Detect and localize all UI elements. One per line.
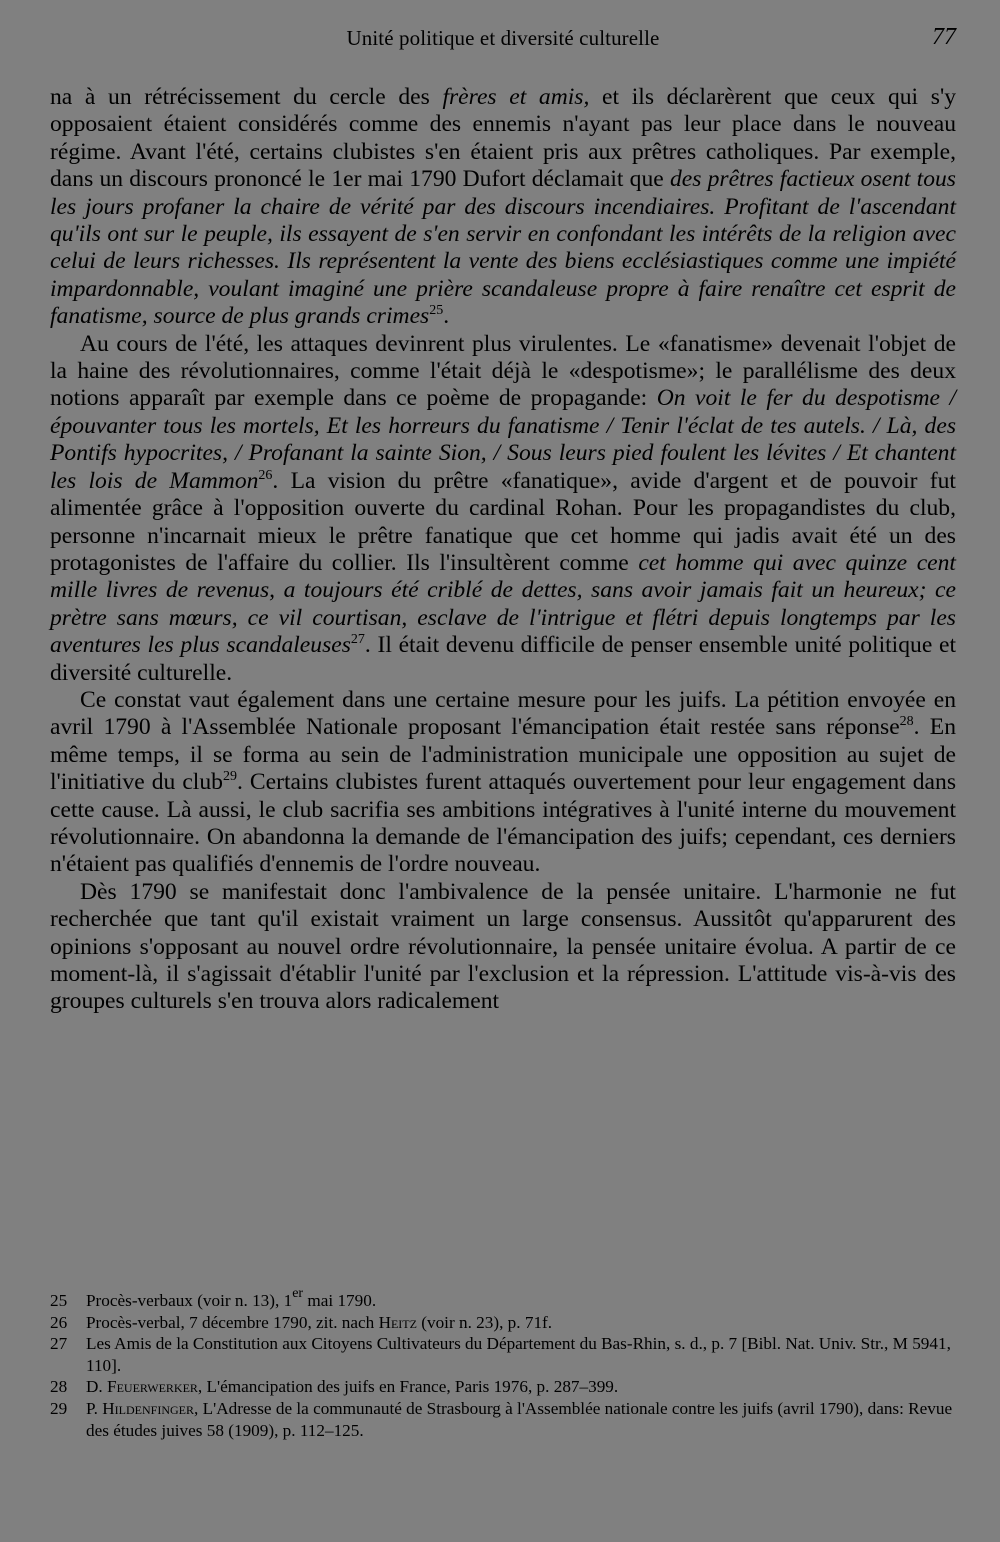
footnote-text [86, 1333, 956, 1376]
footnote-number: 28 [50, 1377, 68, 1397]
footnote-text-run: Procès-verbal, 7 décembre 1790, zit. nach [86, 1312, 379, 1332]
footnote-text-run: P. [86, 1398, 103, 1418]
footnote-text [86, 1398, 956, 1441]
running-head [50, 20, 956, 56]
italic-run: frères et amis, [442, 84, 590, 110]
footnote-number: 25 [50, 1291, 68, 1310]
footnote-28 [50, 1376, 956, 1398]
footnote-number: 27 [50, 1334, 68, 1354]
footnotes [50, 1286, 956, 1441]
footnote-text-run: D. [86, 1377, 108, 1397]
footnote-text-run: mai 1790. [303, 1291, 377, 1310]
text-run: Au cours de l'été, les attaques devinrent plus virulentes. Le «fanatisme» devenait l'objet de la haine des révolutionnaires, comme l'était déjà le «despotisme»; le parallélisme des deux notions apparaît par exemple dans ce poème de propagande: [50, 330, 956, 412]
footnote-25 [50, 1286, 956, 1312]
text-run: . [443, 303, 450, 330]
footnote-text-run: , L'Adresse de la communauté de Strasbourg à l'Assemblée nationale contre les juifs (avril 1790), dans: Revue des études juives 58 (1909), p. 112–125. [86, 1398, 953, 1440]
footnote-text-run: , L'émancipation des juifs en France, Paris 1976, p. 287–399. [197, 1377, 619, 1397]
footnote-ref-26[interactable]: 26 [258, 467, 273, 483]
footnote-ref-25[interactable]: 25 [429, 303, 444, 319]
footnote-text [86, 1376, 956, 1398]
footnote-ref-28[interactable]: 28 [899, 714, 914, 730]
footnote-text-run: Les Amis de la Constitution aux Citoyens Cultivateurs du Département du Bas-Rhin, s. d., p. 7 [Bibl. Nat. Univ. Str., M 5941, 110]. [86, 1334, 951, 1375]
footnote-author: Heitz [378, 1312, 417, 1332]
footnote-number: 29 [50, 1398, 68, 1418]
text-run: na à un rétrécissement du cercle des [50, 84, 443, 110]
footnote-superscript: er [292, 1286, 304, 1301]
footnote-author: Hildenfinger [102, 1398, 194, 1418]
text-run: Dès 1790 se manifestait donc l'ambivalence de la pensée unitaire. L'harmonie ne fut recherchée que tant qu'il existait vraiment un large consensus. Aussitôt qu'apparurent des opinions s'opposant au nouvel ordre révolutionnaire, la pensée unitaire évolua. A partir de ce moment-là, il s'agissait d'établir l'unité par l'exclusion et la répression. L'attitude vis-à-vis des groupes culturels s'en trouva alors radicalement [50, 878, 956, 1015]
footnote-27 [50, 1333, 956, 1376]
paragraph-1 [50, 84, 956, 331]
text-run: . Certains clubistes furent attaqués ouvertement pour leur engagement dans cette cause. Là aussi, le club sacrifia ses ambitions intégratives à l'unité interne du mouvement révolutionnaire. On abandonna la demande de l'émancipation des juifs; cependant, ces derniers n'étaient pas qualifiés d'ennemis de l'ordre nouveau. [50, 769, 956, 878]
footnote-text-run: (voir n. 23), p. 71f. [416, 1312, 553, 1332]
italic-poem: On voit le fer du despotisme / épouvanter tous les mortels, Et les horreurs du fanatisme / Tenir l'éclat de tes autels. / Là, des Pontifs hypocrites, / Profanant la sainte Sion, / Sous leurs pied foulent les lévites / Et chantent les lois de Mammon [50, 385, 956, 494]
footnote-29 [50, 1398, 956, 1441]
body-text [50, 84, 956, 1016]
text-run: . Il était devenu difficile de penser ensemble unité politique et diversité culturelle. [50, 632, 956, 686]
footnote-ref-27[interactable]: 27 [350, 632, 365, 648]
footnote-text [86, 1286, 956, 1312]
text-run: . La vision du prêtre «fanatique», avide d'argent et de pouvoir fut alimentée grâce à l'opposition ouverte du cardinal Rohan. Pour les propagandistes du club, personne n'incarnait mieux le prêtre fanatique que cet homme qui jadis avait été un des protagonistes de l'affaire du collier. Ils l'insultèrent comme [50, 467, 956, 576]
paragraph-2 [50, 331, 956, 687]
page-number: 77 [932, 24, 956, 50]
footnote-number: 26 [50, 1312, 68, 1332]
text-run: et ils déclarèrent que ceux qui s'y opposaient étaient considérés comme des ennemis n'ayant pas leur place dans le nouveau régime. Avant l'été, certains clubistes s'en étaient pris aux prêtres catholiques. Par exemple, dans un discours prononcé le 1er mai 1790 Dufort déclamait que [50, 84, 956, 193]
paragraph-4 [50, 879, 956, 1016]
footnote-text-run: Procès-verbaux (voir n. 13), 1 [86, 1291, 293, 1310]
running-title: Unité politique et diversité culturelle [346, 26, 660, 50]
page [50, 20, 956, 1016]
footnote-author: Feuerwerker [107, 1377, 198, 1397]
paragraph-3 [50, 687, 956, 879]
text-run: Ce constat vaut également dans une certaine mesure pour les juifs. La pétition envoyée en avril 1790 à l'Assemblée Nationale proposant l'émancipation était restée sans réponse [50, 686, 956, 741]
text-run: . En même temps, il se forma au sein de l'administration municipale une opposition au sujet de l'initiative du club [50, 714, 956, 796]
footnote-text [86, 1312, 956, 1334]
italic-quote: des prêtres factieux osent tous les jours profaner la chaire de vérité par des discours incendiaires. Profitant de l'ascendant qu'ils ont sur le peuple, ils essayent de s'en servir en confondant les intérêts de la religion avec celui de leurs richesses. Ils représentent la vente des biens ecclésiastiques comme une impiété impardonnable, voulant imaginé une prière scandaleuse propre à faire renaître cet esprit de fanatisme, source de plus grands crimes [50, 166, 956, 330]
footnote-26 [50, 1312, 956, 1334]
italic-quote: cet homme qui avec quinze cent mille livres de revenus, a toujours été criblé de dettes, sans avoir jamais fait un heureux; ce prètre sans mœurs, ce vil courtisan, esclave de l'intrigue et flétri depuis longtemps par les aventures les plus scandaleuses [50, 549, 956, 659]
footnote-ref-29[interactable]: 29 [222, 769, 237, 785]
